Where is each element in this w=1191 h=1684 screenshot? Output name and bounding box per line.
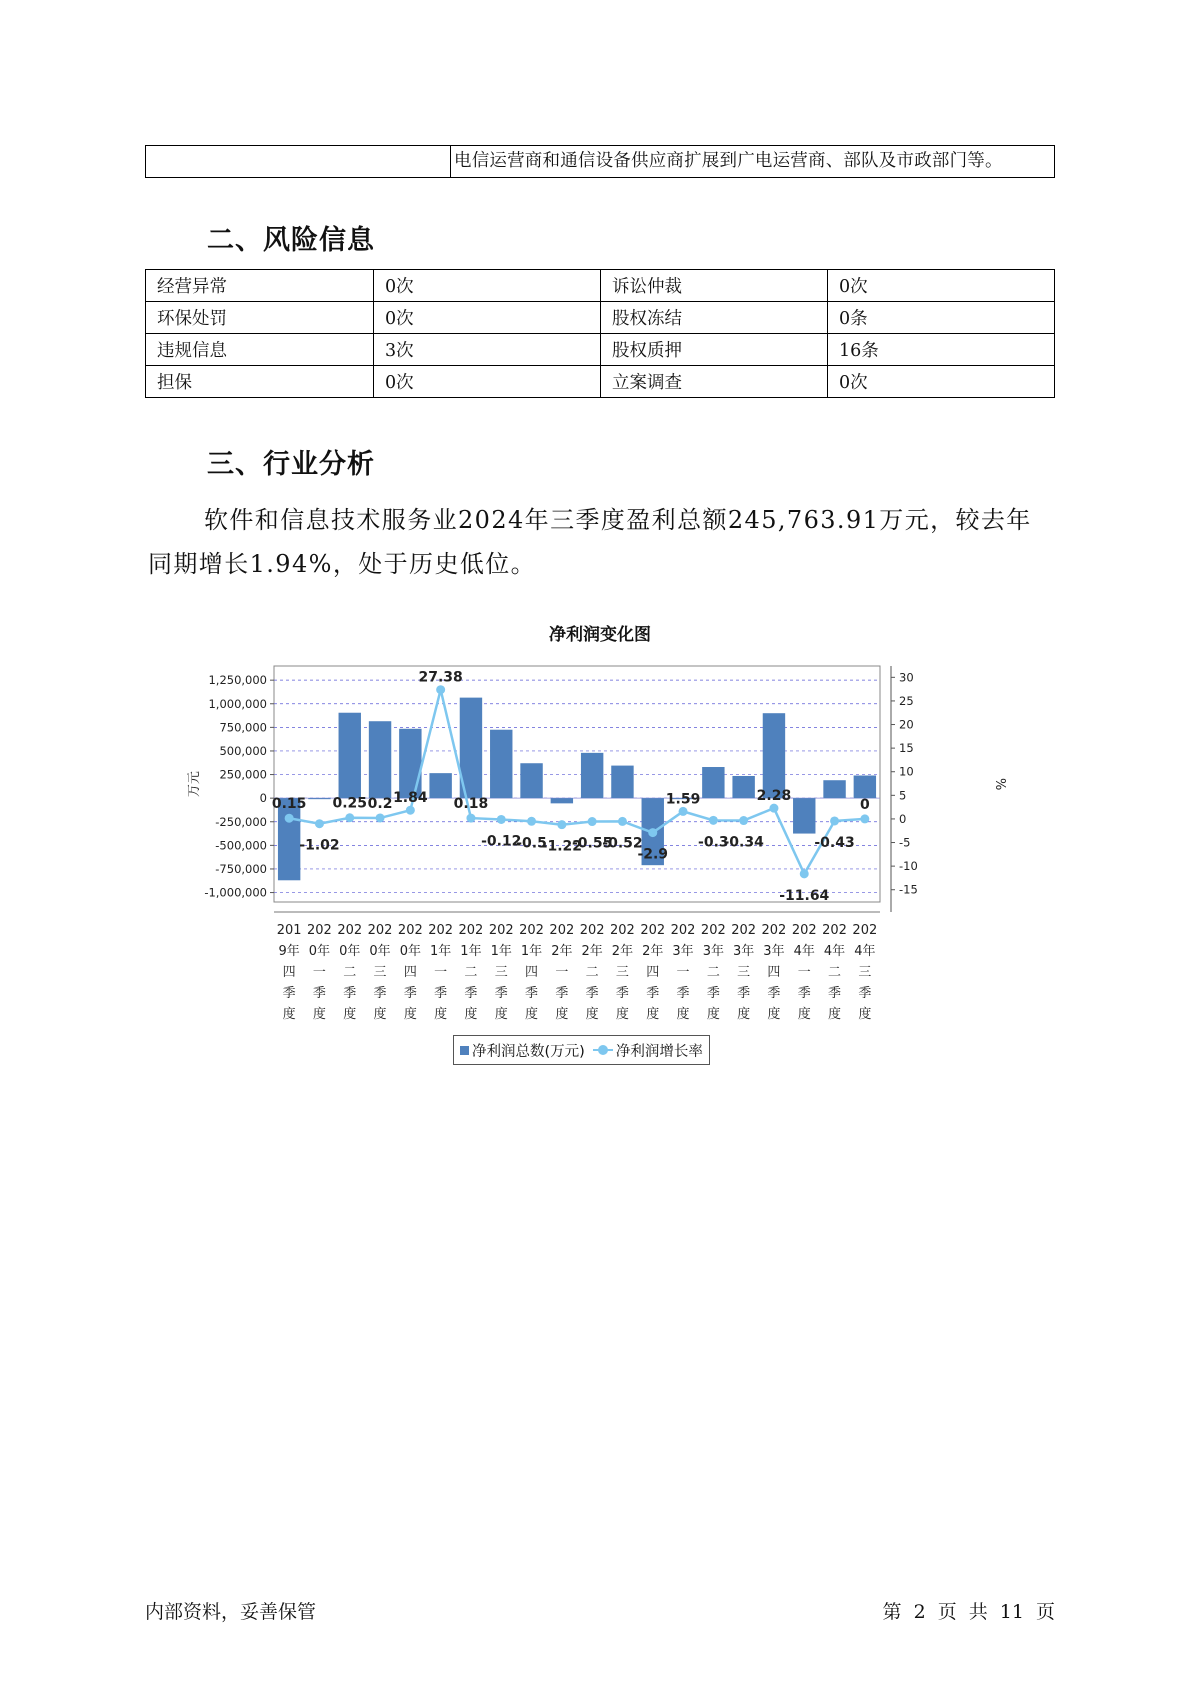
bar	[611, 766, 633, 799]
x-tick-label-line: 季	[434, 986, 448, 1001]
x-tick-label-line: 度	[797, 1007, 811, 1022]
line-point	[315, 819, 324, 828]
x-tick-label-line: 2年	[581, 944, 603, 959]
x-tick-label	[729, 920, 759, 1025]
x-tick-label-line: 季	[585, 986, 599, 1001]
x-tick-label-line: 202	[307, 923, 332, 938]
x-tick-label-line: 四	[525, 965, 539, 980]
y-left-axis-title: 万元	[187, 771, 202, 798]
risk-value: 0次	[828, 366, 1055, 398]
x-tick-label-line: 季	[555, 986, 569, 1001]
y-left-tick-label: 500,000	[219, 743, 267, 758]
line-data-label: 0.18	[453, 796, 489, 813]
y-right-tick-label: 10	[899, 764, 914, 779]
risk-value: 0条	[828, 302, 1055, 334]
x-tick-label-line: 三	[494, 965, 508, 980]
x-tick-label-line: 202	[761, 923, 787, 938]
footer-notice: 内部资料，妥善保管	[145, 1601, 317, 1623]
y-right-tick-label: 25	[899, 693, 914, 708]
y-left-tick-label: -1,000,000	[204, 885, 267, 900]
legend-bar-swatch	[460, 1046, 469, 1055]
x-tick-label-line: 度	[373, 1007, 387, 1022]
x-tick-label-line: 3年	[763, 944, 785, 959]
x-tick-label	[698, 920, 728, 1025]
x-tick-label-line: 度	[706, 1007, 720, 1022]
x-tick-label	[426, 920, 456, 1025]
x-tick-label-line: 一	[555, 965, 569, 980]
line-data-label: -0.12	[481, 833, 522, 850]
bar	[520, 763, 542, 798]
x-tick-label-line: 9年	[278, 944, 300, 959]
y-right-tick-label: 0	[899, 811, 907, 826]
risk-key: 担保	[146, 366, 374, 398]
bar	[551, 798, 573, 803]
x-tick-label-line: 季	[676, 986, 690, 1001]
table-row	[146, 334, 1055, 366]
legend-line-swatch	[593, 1045, 613, 1055]
x-tick-label-line: 二	[343, 965, 357, 980]
bar	[702, 767, 724, 798]
x-tick-label-line: 202	[458, 923, 484, 938]
x-tick-label-line: 季	[858, 986, 872, 1001]
x-tick-label-line: 度	[858, 1007, 872, 1022]
line-point	[800, 869, 809, 878]
x-tick-label-line: 季	[373, 986, 387, 1001]
legend-label: 净利润增长率	[615, 1043, 703, 1060]
line-point	[709, 816, 718, 825]
x-tick-label	[365, 920, 395, 1025]
x-tick-label-line: 202	[791, 923, 817, 938]
x-tick-label-line: 1年	[430, 944, 452, 959]
x-tick-label-line: 202	[397, 923, 423, 938]
bar	[763, 713, 785, 798]
line-data-label: -0.3	[698, 834, 729, 851]
line-data-label: 1.84	[393, 790, 428, 807]
bar	[581, 753, 603, 798]
x-tick-label-line: 2年	[642, 944, 664, 959]
x-tick-label-line: 度	[767, 1007, 781, 1022]
x-tick-label-line: 202	[700, 923, 726, 938]
x-tick-label	[820, 920, 850, 1025]
x-tick-label-line: 202	[488, 923, 514, 938]
x-tick-label-line: 1年	[520, 944, 543, 959]
line-data-label: 27.38	[418, 669, 463, 686]
table-row	[146, 366, 1055, 398]
x-tick-label-line: 3年	[672, 944, 694, 959]
line-point	[769, 804, 778, 813]
x-tick-label-line: 202	[852, 923, 878, 938]
x-tick-label	[486, 920, 516, 1025]
risk-value: 16条	[828, 334, 1055, 366]
y-left-tick-label: 250,000	[219, 767, 267, 782]
x-tick-label-line: 三	[737, 965, 751, 980]
risk-key: 诉讼仲裁	[601, 270, 828, 302]
x-tick-label	[456, 920, 486, 1025]
x-tick-label-line: 0年	[308, 944, 331, 959]
y-right-tick-label: 5	[899, 788, 907, 803]
x-tick-label-line: 4年	[793, 944, 815, 959]
line-data-label: -0.34	[723, 834, 764, 851]
x-tick-label-line: 度	[403, 1007, 417, 1022]
line-point	[406, 806, 415, 815]
x-tick-label-line: 一	[797, 965, 811, 980]
y-right-tick-label: -5	[899, 835, 911, 850]
y-right-tick-label: -10	[899, 859, 918, 874]
x-tick-label-line: 202	[367, 923, 393, 938]
y-left-tick-label: -250,000	[215, 814, 267, 829]
x-tick-label-line: 0年	[369, 944, 391, 959]
x-tick-label	[607, 920, 637, 1025]
bar	[793, 798, 815, 833]
x-tick-label-line: 季	[494, 986, 508, 1001]
x-tick-label-line: 四	[282, 965, 296, 980]
line-point	[497, 815, 506, 824]
x-tick-label-line: 202	[822, 923, 847, 938]
x-tick-label	[395, 920, 425, 1025]
x-tick-label-line: 度	[525, 1007, 539, 1022]
line-data-label: -0.52	[602, 835, 643, 852]
bar	[308, 798, 330, 799]
x-tick-label	[850, 920, 880, 1025]
x-tick-label-line: 季	[312, 986, 326, 1001]
x-tick-label-line: 季	[706, 986, 720, 1001]
risk-info-table	[145, 269, 1055, 398]
x-tick-label	[547, 920, 577, 1025]
x-tick-label-line: 度	[737, 1007, 751, 1022]
risk-key: 环保处罚	[146, 302, 374, 334]
y-right-axis-title: %	[992, 777, 1007, 791]
x-tick-label-line: 四	[646, 965, 660, 980]
x-tick-label-line: 二	[706, 965, 720, 980]
line-data-label: 1.59	[665, 791, 701, 808]
x-tick-label-line: 季	[767, 986, 781, 1001]
x-tick-label-line: 0年	[339, 944, 361, 959]
x-tick-label-line: 季	[737, 986, 751, 1001]
x-tick-label	[789, 920, 819, 1025]
risk-value: 3次	[374, 334, 601, 366]
x-tick-label-line: 二	[585, 965, 599, 980]
x-tick-label-line: 一	[676, 965, 690, 980]
line-point	[557, 820, 566, 829]
line-point	[860, 814, 869, 823]
x-tick-label-line: 度	[343, 1007, 357, 1022]
line-data-label: -0.43	[814, 834, 855, 851]
chart-legend	[453, 1035, 710, 1065]
y-left-tick-label: -500,000	[215, 838, 267, 853]
x-tick-label-line: 三	[615, 965, 629, 980]
x-tick-label-line: 度	[585, 1007, 599, 1022]
legend-label: 净利润总数(万元)	[472, 1043, 585, 1060]
x-tick-label-line: 度	[676, 1007, 690, 1022]
x-tick-label-line: 202	[731, 923, 757, 938]
continuation-table	[145, 145, 1055, 178]
plot-area	[271, 666, 880, 902]
y-right-tick-label: -15	[899, 882, 918, 897]
x-tick-label-line: 202	[610, 923, 635, 938]
x-tick-label-line: 1年	[490, 944, 512, 959]
line-data-label: -1.22	[541, 838, 583, 855]
x-tick-label-line: 二	[828, 965, 842, 980]
page-number: 第 2 页 共 11 页	[882, 1601, 1055, 1623]
risk-key: 违规信息	[146, 334, 374, 366]
x-tick-label-line: 季	[282, 986, 296, 1001]
table-cell-empty	[146, 146, 451, 177]
bar	[823, 780, 845, 798]
x-tick-label-line: 202	[640, 923, 666, 938]
risk-value: 0次	[374, 366, 601, 398]
line-point	[376, 813, 385, 822]
line-data-label: 0.2	[367, 795, 393, 812]
line-data-label: 0	[859, 796, 870, 813]
legend-item-line	[593, 1040, 703, 1061]
bar	[732, 776, 754, 798]
y-left-tick-label: 750,000	[219, 720, 267, 735]
x-tick-label-line: 三	[373, 965, 387, 980]
x-tick-label-line: 1年	[460, 944, 482, 959]
line-data-label: -0.55	[571, 835, 613, 852]
y-right-tick-label: 30	[899, 670, 914, 685]
x-tick-label-line: 季	[646, 986, 660, 1001]
chart-title: 净利润变化图	[549, 625, 651, 645]
bar	[339, 713, 361, 798]
table-row	[146, 302, 1055, 334]
x-tick-label-line: 三	[858, 965, 872, 980]
x-tick-label-line: 一	[312, 965, 326, 980]
y-left-tick-label: -750,000	[215, 861, 267, 876]
y-left-tick-label: 1,000,000	[208, 696, 267, 711]
x-tick-label-line: 季	[464, 986, 478, 1001]
x-tick-label	[759, 920, 789, 1025]
x-tick-label	[668, 920, 698, 1025]
x-tick-label-line: 度	[828, 1007, 842, 1022]
line-point	[648, 828, 657, 837]
x-tick-label	[274, 920, 304, 1025]
y-left-tick-label: 0	[259, 791, 267, 806]
risk-key: 股权冻结	[601, 302, 828, 334]
line-point	[527, 817, 536, 826]
x-tick-label-line: 度	[434, 1007, 448, 1022]
x-tick-label-line: 2年	[551, 944, 573, 959]
line-point	[345, 813, 354, 822]
line-point	[679, 807, 688, 816]
chart-svg	[180, 620, 1020, 920]
x-tick-label-line: 2年	[611, 944, 634, 959]
x-tick-label-line: 季	[403, 986, 417, 1001]
line-point	[588, 817, 597, 826]
bar	[429, 773, 451, 798]
x-tick-label-line: 季	[797, 986, 811, 1001]
risk-value: 0次	[828, 270, 1055, 302]
x-tick-label	[517, 920, 547, 1025]
x-tick-label-line: 季	[828, 986, 842, 1001]
x-tick-label-line: 202	[549, 923, 575, 938]
risk-key: 经营异常	[146, 270, 374, 302]
x-tick-label-line: 202	[519, 923, 544, 938]
x-tick-label-line: 度	[494, 1007, 508, 1022]
x-tick-label-line: 度	[312, 1007, 326, 1022]
x-tick-label-line: 3年	[702, 944, 724, 959]
x-tick-label	[335, 920, 365, 1025]
y-right-tick-label: 20	[899, 717, 914, 732]
x-tick-label-line: 度	[615, 1007, 629, 1022]
x-tick-label-line: 度	[646, 1007, 660, 1022]
line-data-label: 2.28	[756, 788, 792, 805]
x-tick-label-line: 201	[276, 923, 302, 938]
line-point	[436, 685, 445, 694]
x-tick-label-line: 季	[525, 986, 539, 1001]
line-point	[830, 816, 839, 825]
risk-value: 0次	[374, 302, 601, 334]
x-tick-label-line: 3年	[733, 944, 755, 959]
table-cell-text: 电信运营商和通信设备供应商扩展到广电运营商、部队及市政部门等。	[454, 151, 1003, 171]
bar	[399, 729, 421, 798]
line-point	[466, 814, 475, 823]
x-tick-label-line: 二	[464, 965, 478, 980]
x-tick-label-line: 4年	[854, 944, 876, 959]
x-tick-label-line: 0年	[399, 944, 421, 959]
line-point	[285, 814, 294, 823]
x-tick-label-line: 四	[767, 965, 781, 980]
x-tick-label-line: 度	[464, 1007, 478, 1022]
legend-item-bar	[460, 1040, 585, 1061]
bar	[490, 730, 512, 798]
risk-value: 0次	[374, 270, 601, 302]
table-row	[146, 270, 1055, 302]
x-tick-label-line: 202	[579, 923, 605, 938]
x-tick-label-line: 季	[615, 986, 629, 1001]
y-right-tick-label: 15	[899, 741, 914, 756]
x-tick-label	[304, 920, 334, 1025]
line-data-label: -0.5	[516, 835, 547, 852]
x-tick-label-line: 202	[428, 923, 454, 938]
bar	[854, 776, 876, 799]
line-point	[618, 817, 627, 826]
x-tick-label-line: 季	[343, 986, 357, 1001]
risk-key: 股权质押	[601, 334, 828, 366]
risk-key: 立案调查	[601, 366, 828, 398]
x-tick-label-line: 一	[434, 965, 448, 980]
x-tick-label-line: 4年	[823, 944, 846, 959]
line-data-label: -1.02	[299, 837, 340, 854]
x-tick-label	[577, 920, 607, 1025]
industry-paragraph: 软件和信息技术服务业2024年三季度盈利总额245,763.91万元，较去年同期增长1.94%，处于历史低位。	[148, 506, 1032, 578]
bar	[369, 721, 391, 798]
y-left-tick-label: 1,250,000	[208, 673, 267, 688]
x-tick-label-line: 度	[282, 1007, 296, 1022]
x-tick-label-line: 202	[670, 923, 696, 938]
x-tick-label-line: 四	[403, 965, 417, 980]
section-title-risk: 二、风险信息	[207, 225, 375, 256]
net-profit-chart	[180, 620, 1020, 1070]
line-point	[739, 816, 748, 825]
x-tick-label-line: 202	[337, 923, 363, 938]
line-data-label: -2.9	[637, 846, 669, 863]
x-tick-label-line: 度	[555, 1007, 569, 1022]
section-title-industry: 三、行业分析	[207, 449, 375, 480]
line-data-label: -11.64	[779, 887, 830, 904]
line-data-label: 0.15	[271, 796, 307, 813]
line-data-label: 0.25	[332, 795, 368, 812]
x-tick-label	[638, 920, 668, 1025]
